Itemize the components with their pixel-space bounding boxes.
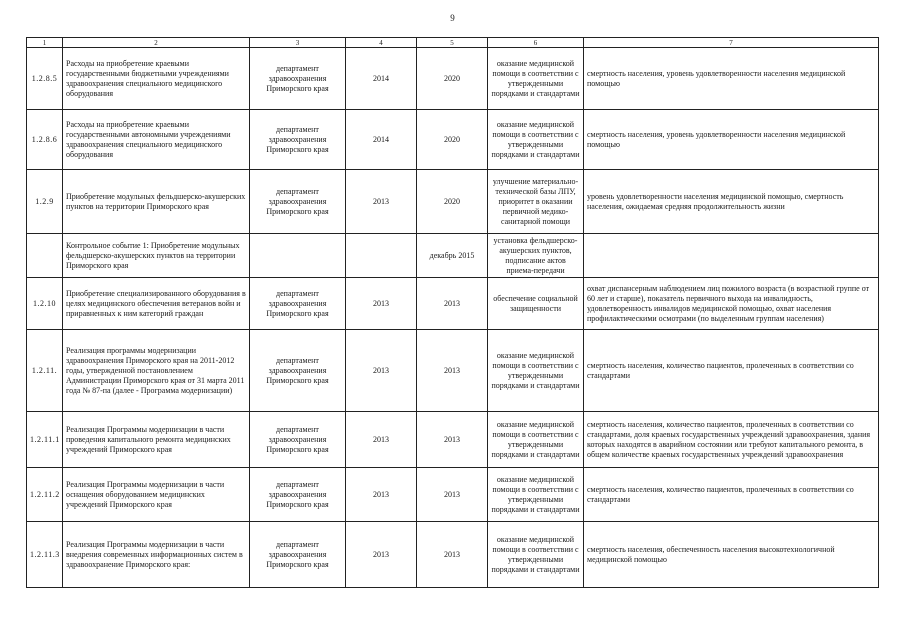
- expected-result: установка фельдшерско-акушерских пунктов, подписание актов приема-передачи: [488, 234, 584, 278]
- table-row: [27, 468, 879, 522]
- table-row: [27, 170, 879, 234]
- related-indicators: смертность населения, количество пациентов, пролеченных в соответствии со стандартами, доля краевых государственных учреждений здравоохранения, здания которых находятся в аварийном состоянии или требуют капитального ремонта, в общем количестве краевых государственных учреждений здравоохранения: [584, 412, 879, 468]
- responsible-executor: департамент здравоохранения Приморского края: [250, 48, 346, 110]
- expected-result: оказание медицинской помощи в соответствии с утвержденными порядками и стандартами: [488, 522, 584, 588]
- end-year: декабрь 2015: [417, 234, 488, 278]
- row-number: 1.2.11.3: [27, 522, 63, 588]
- expected-result: оказание медицинской помощи в соответствии с утвержденными порядками и стандартами: [488, 468, 584, 522]
- related-indicators: смертность населения, уровень удовлетворенности населения медицинской помощью: [584, 110, 879, 170]
- related-indicators: [584, 234, 879, 278]
- measure-name: Расходы на приобретение краевыми государственными бюджетными учреждениями здравоохранения специального медицинского оборудования: [63, 48, 250, 110]
- row-number: 1.2.11.: [27, 330, 63, 412]
- start-year: 2013: [346, 330, 417, 412]
- responsible-executor: департамент здравоохранения Приморского края: [250, 330, 346, 412]
- end-year: 2013: [417, 278, 488, 330]
- column-header: 5: [417, 38, 488, 48]
- column-header: 1: [27, 38, 63, 48]
- expected-result: обеспечение социальной защищенности: [488, 278, 584, 330]
- start-year: 2014: [346, 48, 417, 110]
- row-number: 1.2.8.5: [27, 48, 63, 110]
- measure-name: Приобретение специализированного оборудования в целях медицинского обеспечения ветеранов войн и приравненных к ним категорий граждан: [63, 278, 250, 330]
- control-event-row: [27, 234, 879, 278]
- expected-result: оказание медицинской помощи в соответствии с утвержденными порядками и стандартами: [488, 412, 584, 468]
- end-year: 2013: [417, 412, 488, 468]
- column-header: 4: [346, 38, 417, 48]
- responsible-executor: департамент здравоохранения Приморского края: [250, 110, 346, 170]
- column-header: 3: [250, 38, 346, 48]
- responsible-executor: департамент здравоохранения Приморского края: [250, 170, 346, 234]
- column-number-row: [27, 38, 879, 48]
- page-number: 9: [450, 13, 455, 23]
- row-number: 1.2.8.6: [27, 110, 63, 170]
- measure-name: Приобретение модульных фельдшерско-акушерских пунктов на территории Приморского края: [63, 170, 250, 234]
- table-row: [27, 412, 879, 468]
- expected-result: улучшение материально-технической базы ЛПУ, приоритет в оказании первичной медико-санитарной помощи: [488, 170, 584, 234]
- end-year: 2013: [417, 330, 488, 412]
- expected-result: оказание медицинской помощи в соответствии с утвержденными порядками и стандартами: [488, 330, 584, 412]
- start-year: [346, 234, 417, 278]
- expected-result: оказание медицинской помощи в соответствии с утвержденными порядками и стандартами: [488, 110, 584, 170]
- column-header: 6: [488, 38, 584, 48]
- table-row: [27, 48, 879, 110]
- related-indicators: смертность населения, уровень удовлетворенности населения медицинской помощью: [584, 48, 879, 110]
- responsible-executor: департамент здравоохранения Приморского края: [250, 522, 346, 588]
- related-indicators: смертность населения, обеспеченность населения высокотехнологичной медицинской помощью: [584, 522, 879, 588]
- start-year: 2014: [346, 110, 417, 170]
- related-indicators: смертность населения, количество пациентов, пролеченных в соответствии со стандартами: [584, 468, 879, 522]
- end-year: 2020: [417, 170, 488, 234]
- start-year: 2013: [346, 412, 417, 468]
- related-indicators: уровень удовлетворенности населения медицинской помощью, смертность населения, ожидаемая средняя продолжительность жизни: [584, 170, 879, 234]
- row-number: 1.2.11.2: [27, 468, 63, 522]
- responsible-executor: департамент здравоохранения Приморского края: [250, 278, 346, 330]
- row-number: 1.2.11.1: [27, 412, 63, 468]
- table-row: [27, 522, 879, 588]
- column-header: 7: [584, 38, 879, 48]
- expected-result: оказание медицинской помощи в соответствии с утвержденными порядками и стандартами: [488, 48, 584, 110]
- table-row: [27, 330, 879, 412]
- measure-name: Расходы на приобретение краевыми государственными автономными учреждениями здравоохранения специального медицинского оборудования: [63, 110, 250, 170]
- related-indicators: смертность населения, количество пациентов, пролеченных в соответствии со стандартами: [584, 330, 879, 412]
- end-year: 2013: [417, 522, 488, 588]
- table-row: [27, 278, 879, 330]
- row-number: [27, 234, 63, 278]
- start-year: 2013: [346, 170, 417, 234]
- program-measures-table: [26, 37, 879, 588]
- measure-name: Контрольное событие 1: Приобретение модульных фельдшерско-акушерских пунктов на территории Приморского края: [63, 234, 250, 278]
- responsible-executor: департамент здравоохранения Приморского края: [250, 468, 346, 522]
- start-year: 2013: [346, 278, 417, 330]
- measure-name: Реализация Программы модернизации в части внедрения современных информационных систем в здравоохранение Приморского края:: [63, 522, 250, 588]
- end-year: 2020: [417, 48, 488, 110]
- start-year: 2013: [346, 522, 417, 588]
- end-year: 2020: [417, 110, 488, 170]
- start-year: 2013: [346, 468, 417, 522]
- related-indicators: охват диспансерным наблюдением лиц пожилого возраста (в возрастной группе от 60 лет и старше), показатель первичного выхода на инвалидность, удовлетворенность инвалидов медицинской помощью, охват населения профилактическими осмотрами (по выделенным группам населения): [584, 278, 879, 330]
- table-row: [27, 110, 879, 170]
- row-number: 1.2.9: [27, 170, 63, 234]
- measure-name: Реализация Программы модернизации в части проведения капитального ремонта медицинских учреждений Приморского края: [63, 412, 250, 468]
- responsible-executor: [250, 234, 346, 278]
- row-number: 1.2.10: [27, 278, 63, 330]
- column-header: 2: [63, 38, 250, 48]
- responsible-executor: департамент здравоохранения Приморского края: [250, 412, 346, 468]
- end-year: 2013: [417, 468, 488, 522]
- measure-name: Реализация программы модернизации здравоохранения Приморского края на 2011-2012 годы, утвержденной постановлением Администрации Приморского края от 31 марта 2011 года № 87-па (далее - Программа модернизации): [63, 330, 250, 412]
- measure-name: Реализация Программы модернизации в части оснащения оборудованием медицинских учреждений Приморского края: [63, 468, 250, 522]
